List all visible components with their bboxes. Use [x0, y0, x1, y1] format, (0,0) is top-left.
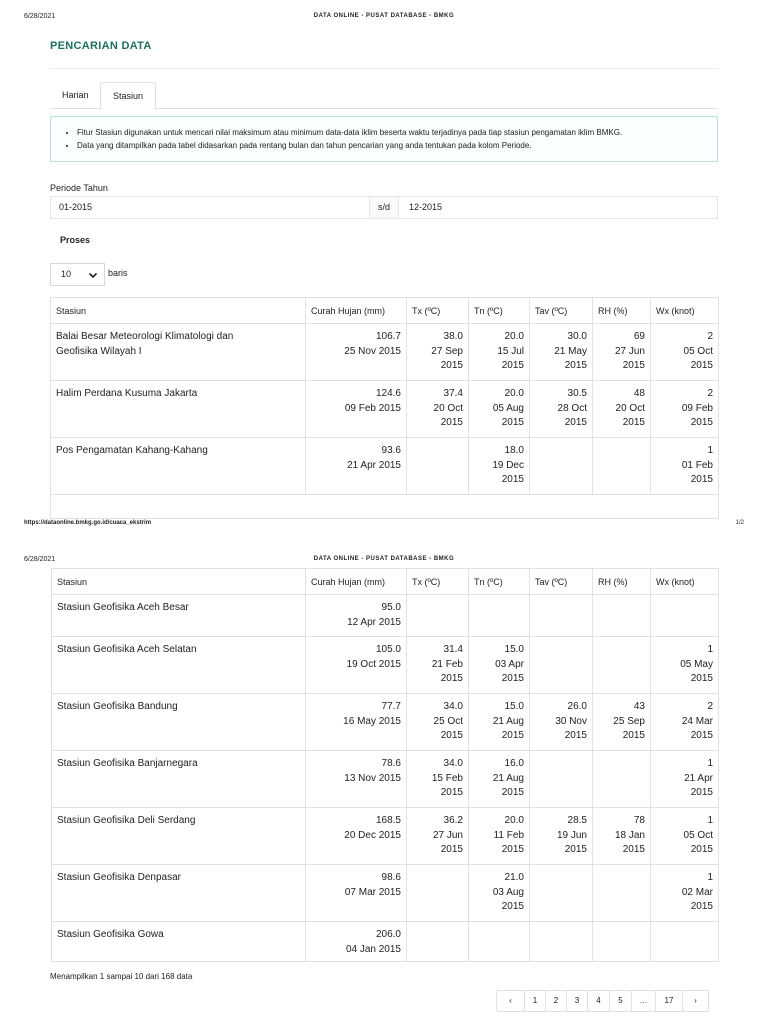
- cell-date: 2015: [690, 474, 713, 485]
- cell-date: 21 Feb: [431, 658, 463, 670]
- cell-date: 03 Apr: [495, 658, 524, 670]
- cell-date: 04 Jan 2015: [345, 943, 401, 955]
- cell-date: 2015: [690, 787, 713, 798]
- value-cell: [306, 922, 407, 962]
- cell-date: 2015: [690, 417, 713, 428]
- value-cell: [651, 381, 719, 438]
- station-name-cell: [52, 637, 306, 694]
- periode-to-input[interactable]: 12-2015: [409, 202, 443, 212]
- value-cell: [593, 922, 651, 962]
- value-cell: [469, 865, 530, 922]
- cell-value: 30.5: [567, 388, 587, 399]
- value-cell: [469, 324, 530, 381]
- value-cell: [407, 865, 469, 922]
- cell-value: 98.6: [381, 872, 401, 883]
- table-row: [52, 694, 719, 751]
- cell-date: 05 Oct: [683, 829, 713, 841]
- print-page-indicator: 1/2: [735, 520, 744, 526]
- cell-value: 15.0: [504, 644, 524, 655]
- cell-date: 21 May: [554, 345, 587, 357]
- value-cell: [530, 865, 593, 922]
- cell-date: 21 Apr: [684, 772, 713, 784]
- value-cell: [593, 381, 651, 438]
- tab-bar: [50, 82, 718, 109]
- cell-date: 20 Oct: [615, 402, 645, 414]
- data-table-page1: [50, 297, 719, 519]
- table-row: [52, 865, 719, 922]
- print-date: 6/28/2021: [24, 556, 56, 563]
- cell-date: 15 Jul: [497, 345, 524, 357]
- cell-value: 2: [707, 701, 713, 712]
- value-cell: [530, 595, 593, 637]
- column-header[interactable]: Tx (ºC): [407, 298, 469, 324]
- value-cell: [530, 438, 593, 495]
- table-row: [51, 381, 719, 438]
- column-header[interactable]: Tav (ºC): [530, 298, 593, 324]
- column-header[interactable]: Stasiun: [52, 569, 306, 595]
- periode-label: Periode Tahun: [50, 183, 108, 193]
- cell-date: 05 Aug: [492, 402, 524, 414]
- cell-value: 30.0: [567, 331, 587, 342]
- value-cell: [651, 438, 719, 495]
- value-cell: [306, 751, 407, 808]
- cell-value: 78.6: [381, 758, 401, 769]
- cell-date: 11 Feb: [493, 829, 524, 841]
- value-cell: [469, 637, 530, 694]
- cell-date: 01 Feb: [681, 459, 713, 471]
- cell-date: 2015: [564, 730, 587, 741]
- value-cell: [593, 595, 651, 637]
- station-name-line: Stasiun Geofisika Banjarnegara: [57, 758, 198, 769]
- cell-date: 21 Aug: [492, 772, 524, 784]
- cell-value: 36.2: [443, 815, 463, 826]
- cell-date: 03 Aug: [492, 886, 524, 898]
- station-name-cell: [52, 694, 306, 751]
- value-cell: [530, 808, 593, 865]
- cell-date: 2015: [440, 730, 463, 741]
- cell-value: 95.0: [381, 602, 401, 613]
- cell-date: 2015: [501, 787, 524, 798]
- cell-value: 93.6: [381, 445, 401, 456]
- value-cell: [407, 438, 469, 495]
- page-length-value: 10: [61, 269, 72, 279]
- page-button[interactable]: 2: [546, 991, 567, 1011]
- print-title: DATA ONLINE - PUSAT DATABASE - BMKG: [313, 556, 455, 562]
- table-row: [51, 438, 719, 495]
- value-cell: [407, 751, 469, 808]
- value-cell: [407, 324, 469, 381]
- cell-value: 2: [707, 331, 713, 342]
- value-cell: [469, 922, 530, 962]
- cell-date: 2015: [501, 673, 524, 684]
- value-cell: [407, 637, 469, 694]
- column-header[interactable]: Stasiun: [51, 298, 306, 324]
- prev-page-button[interactable]: ‹: [497, 991, 525, 1011]
- cell-date: 2015: [622, 730, 645, 741]
- page-length-select[interactable]: [50, 263, 105, 286]
- column-header[interactable]: Wx (knot): [651, 569, 719, 595]
- value-cell: [593, 438, 651, 495]
- station-name-cell: [52, 922, 306, 962]
- cell-value: 1: [707, 445, 713, 456]
- cell-date: 25 Sep: [613, 715, 645, 727]
- cell-date: 2015: [564, 844, 587, 855]
- table-row: [52, 808, 719, 865]
- tab-harian[interactable]: Harian: [62, 90, 89, 100]
- cell-date: 07 Mar 2015: [344, 886, 401, 898]
- cell-value: 26.0: [567, 701, 587, 712]
- value-cell: [407, 595, 469, 637]
- cell-date: 24 Mar: [681, 715, 713, 727]
- cell-date: 2015: [501, 901, 524, 912]
- cell-value: 124.6: [375, 388, 401, 399]
- print-header: [0, 13, 768, 25]
- cell-value: 15.0: [504, 701, 524, 712]
- cell-date: 19 Oct 2015: [346, 658, 401, 670]
- cell-date: 2015: [440, 360, 463, 371]
- page-button[interactable]: 17: [656, 991, 683, 1011]
- cell-value: 69: [633, 331, 645, 342]
- column-header[interactable]: Tx (ºC): [407, 569, 469, 595]
- cell-date: 2015: [690, 360, 713, 371]
- print-date: 6/28/2021: [24, 13, 56, 20]
- station-name-line: Stasiun Geofisika Gowa: [57, 929, 164, 940]
- cell-date: 20 Oct: [433, 402, 463, 414]
- cell-value: 48: [633, 388, 645, 399]
- value-cell: [407, 922, 469, 962]
- column-header[interactable]: Tn (ºC): [469, 569, 530, 595]
- value-cell: [306, 637, 407, 694]
- cell-value: 168.5: [375, 815, 401, 826]
- info-box: [50, 116, 718, 162]
- cell-date: 09 Feb: [681, 402, 713, 414]
- cell-date: 28 Oct: [557, 402, 587, 414]
- value-cell: [651, 751, 719, 808]
- value-cell: [469, 694, 530, 751]
- value-cell: [306, 808, 407, 865]
- value-cell: [306, 381, 407, 438]
- page-button[interactable]: 1: [525, 991, 546, 1011]
- chevron-down-icon: [88, 270, 98, 280]
- cell-date: 2015: [501, 417, 524, 428]
- cell-date: 2015: [690, 844, 713, 855]
- station-name-line: Pos Pengamatan Kahang-Kahang: [56, 445, 208, 456]
- value-cell: [530, 694, 593, 751]
- value-cell: [469, 808, 530, 865]
- empty-cell: [51, 495, 719, 519]
- cell-date: 19 Dec: [492, 459, 524, 471]
- value-cell: [651, 922, 719, 962]
- title-divider: [50, 68, 718, 69]
- cell-date: 18 Jan: [614, 829, 645, 841]
- cell-value: 20.0: [504, 388, 524, 399]
- value-cell: [306, 865, 407, 922]
- cell-date: 21 Apr 2015: [347, 459, 401, 471]
- next-page-button[interactable]: ›: [694, 996, 697, 1005]
- cell-date: 16 May 2015: [343, 715, 401, 727]
- table-row: [51, 324, 719, 381]
- cell-date: 20 Dec 2015: [344, 829, 401, 841]
- cell-value: 2: [707, 388, 713, 399]
- cell-date: 2015: [622, 844, 645, 855]
- cell-value: 20.0: [504, 815, 524, 826]
- value-cell: [530, 751, 593, 808]
- cell-date: 2015: [622, 360, 645, 371]
- station-name-cell: [51, 381, 306, 438]
- value-cell: [530, 324, 593, 381]
- cell-date: 30 Nov: [555, 715, 587, 727]
- value-cell: [469, 595, 530, 637]
- cell-value: 106.7: [375, 331, 401, 342]
- value-cell: [530, 637, 593, 694]
- table-row: [52, 595, 719, 637]
- cell-date: 21 Aug: [492, 715, 524, 727]
- value-cell: [593, 808, 651, 865]
- cell-value: 1: [707, 758, 713, 769]
- value-cell: [407, 808, 469, 865]
- pagination: [496, 990, 709, 1012]
- value-cell: [306, 438, 407, 495]
- page-ellipsis: …: [632, 991, 656, 1011]
- cell-date: 2015: [440, 673, 463, 684]
- station-name-cell: [51, 438, 306, 495]
- cell-date: 2015: [440, 844, 463, 855]
- cell-date: 2015: [622, 417, 645, 428]
- value-cell: [407, 694, 469, 751]
- value-cell: [530, 922, 593, 962]
- station-name-line: Balai Besar Meteorologi Klimatologi dan: [56, 331, 234, 342]
- cell-date: 25 Oct: [433, 715, 463, 727]
- column-header[interactable]: RH (%): [593, 569, 651, 595]
- cell-date: 2015: [440, 787, 463, 798]
- station-name-line: Stasiun Geofisika Aceh Besar: [57, 602, 189, 613]
- value-cell: [651, 694, 719, 751]
- station-name-line: Stasiun Geofisika Bandung: [57, 701, 178, 712]
- value-cell: [593, 694, 651, 751]
- cell-date: 12 Apr 2015: [347, 616, 401, 628]
- table-row: [52, 637, 719, 694]
- periode-input-group: [50, 196, 718, 219]
- station-name-cell: [52, 751, 306, 808]
- station-name-line: Stasiun Geofisika Aceh Selatan: [57, 644, 197, 655]
- value-cell: [407, 381, 469, 438]
- info-item: • Data yang ditampilkan pada tabel didasarkan pada rentang bulan dan tahun pencarian yang anda tentukan pada kolom Periode.: [77, 139, 717, 152]
- value-cell: [651, 637, 719, 694]
- print-url: https://dataonline.bmkg.go.id/cuaca_ekstrim: [24, 520, 152, 526]
- cell-date: 2015: [690, 901, 713, 912]
- value-cell: [651, 595, 719, 637]
- tab-stasiun[interactable]: Stasiun: [100, 82, 156, 110]
- column-header[interactable]: Curah Hujan (mm): [306, 569, 407, 595]
- station-name-cell: [52, 808, 306, 865]
- column-header[interactable]: RH (%): [593, 298, 651, 324]
- cell-date: 2015: [501, 474, 524, 485]
- cell-date: 05 May: [680, 658, 713, 670]
- page-button[interactable]: 4: [588, 991, 610, 1011]
- cell-value: 38.0: [443, 331, 463, 342]
- cell-date: 25 Nov 2015: [344, 345, 401, 357]
- station-name-line: Geofisika Wilayah I: [56, 345, 142, 357]
- cell-date: 27 Sep: [431, 345, 463, 357]
- print-footer: [0, 520, 768, 532]
- column-header[interactable]: Wx (knot): [651, 298, 719, 324]
- station-name-cell: [51, 324, 306, 381]
- cell-value: 34.0: [443, 701, 463, 712]
- cell-value: 16.0: [504, 758, 524, 769]
- value-cell: [593, 637, 651, 694]
- cell-value: 34.0: [443, 758, 463, 769]
- periode-from-input[interactable]: 01-2015: [59, 202, 93, 212]
- cell-value: 105.0: [375, 644, 401, 655]
- cell-value: 31.4: [443, 644, 463, 655]
- table-row-empty: [51, 495, 719, 519]
- column-header[interactable]: Curah Hujan (mm): [306, 298, 407, 324]
- cell-date: 2015: [501, 730, 524, 741]
- cell-value: 28.5: [567, 815, 587, 826]
- cell-date: 2015: [440, 417, 463, 428]
- value-cell: [469, 751, 530, 808]
- table-info-text: Menampilkan 1 sampai 10 dari 168 data: [50, 972, 193, 981]
- cell-date: 2015: [564, 360, 587, 371]
- cell-date: 27 Jun: [614, 345, 645, 357]
- cell-value: 18.0: [504, 445, 524, 456]
- page-title: PENCARIAN DATA: [50, 40, 152, 52]
- cell-value: 206.0: [375, 929, 401, 940]
- value-cell: [651, 324, 719, 381]
- value-cell: [593, 865, 651, 922]
- cell-value: 78: [633, 815, 645, 826]
- proses-button[interactable]: Proses: [60, 235, 91, 245]
- value-cell: [651, 865, 719, 922]
- data-table-page2: [51, 568, 719, 962]
- station-name-line: Stasiun Geofisika Deli Serdang: [57, 815, 196, 826]
- cell-date: 2015: [501, 844, 524, 855]
- cell-date: 2015: [690, 730, 713, 741]
- cell-date: 09 Feb 2015: [344, 402, 401, 414]
- column-header[interactable]: Tav (ºC): [530, 569, 593, 595]
- cell-value: 20.0: [504, 331, 524, 342]
- page-length-label: baris: [108, 268, 128, 278]
- cell-date: 05 Oct: [683, 345, 713, 357]
- cell-date: 13 Nov 2015: [344, 772, 401, 784]
- cell-value: 1: [707, 872, 713, 883]
- value-cell: [306, 694, 407, 751]
- value-cell: [469, 438, 530, 495]
- cell-date: 2015: [564, 417, 587, 428]
- print-title: DATA ONLINE - PUSAT DATABASE - BMKG: [313, 13, 455, 19]
- column-header[interactable]: Tn (ºC): [469, 298, 530, 324]
- station-name-line: Halim Perdana Kusuma Jakarta: [56, 388, 198, 399]
- table-row: [52, 922, 719, 962]
- cell-date: 2015: [501, 360, 524, 371]
- station-name-line: Stasiun Geofisika Denpasar: [57, 872, 181, 883]
- cell-value: 1: [707, 815, 713, 826]
- value-cell: [306, 595, 407, 637]
- info-item: • Fitur Stasiun digunakan untuk mencari nilai maksimum atau minimum data-data iklim beserta waktu terjadinya pada tiap stasiun pengamatan iklim BMKG.: [77, 126, 717, 139]
- value-cell: [469, 381, 530, 438]
- station-name-cell: [52, 595, 306, 637]
- periode-separator: s/d: [369, 197, 399, 218]
- value-cell: [593, 324, 651, 381]
- cell-date: 2015: [690, 673, 713, 684]
- cell-date: 15 Feb: [431, 772, 463, 784]
- page-button[interactable]: 5: [610, 991, 632, 1011]
- cell-value: 37.4: [443, 388, 463, 399]
- cell-date: 02 Mar: [681, 886, 713, 898]
- cell-value: 21.0: [504, 872, 524, 883]
- table-row: [52, 751, 719, 808]
- cell-value: 1: [707, 644, 713, 655]
- value-cell: [530, 381, 593, 438]
- value-cell: [593, 751, 651, 808]
- cell-value: 77.7: [381, 701, 401, 712]
- print-header: [0, 556, 768, 568]
- cell-date: 19 Jun: [556, 829, 587, 841]
- value-cell: [651, 808, 719, 865]
- page-button[interactable]: 3: [567, 991, 588, 1011]
- station-name-cell: [52, 865, 306, 922]
- cell-value: 43: [633, 701, 645, 712]
- cell-date: 27 Jun: [432, 829, 463, 841]
- value-cell: [306, 324, 407, 381]
